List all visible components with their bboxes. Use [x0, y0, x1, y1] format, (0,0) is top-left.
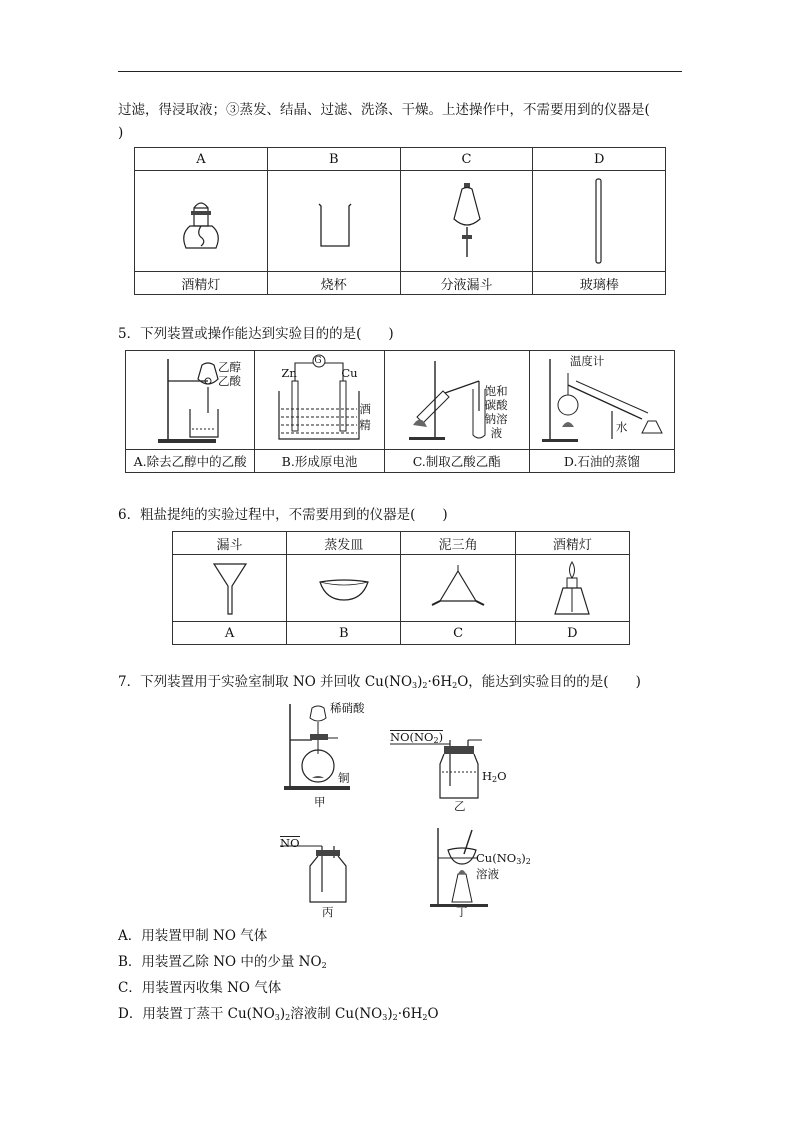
q4-name-c: 分液漏斗 — [400, 272, 533, 295]
q6-figure-alcohol-lamp — [515, 555, 629, 622]
q4-header-b: B — [267, 148, 400, 171]
q5-caption-a: A.除去乙醇中的乙酸 — [126, 450, 255, 473]
q6-instrument-table — [172, 531, 630, 645]
q5-figure-a — [126, 351, 255, 450]
q7-option-c: C．用装置丙收集 NO 气体 — [118, 980, 282, 996]
q4-figure-separatory-funnel — [400, 171, 533, 272]
q6-letter-d: D — [515, 622, 629, 645]
q4-header-c: C — [400, 148, 533, 171]
q7-jia-acid-label: 稀硝酸 — [330, 701, 365, 715]
q4-header-a: A — [135, 148, 268, 171]
q5-caption-b: B.形成原电池 — [255, 450, 384, 473]
q7-option-a: A．用装置甲制 NO 气体 — [118, 928, 268, 944]
q5-figure-b — [255, 351, 384, 450]
q5-a-label-ethanol: 乙醇 — [218, 360, 241, 374]
q7-apparatus-yi — [390, 730, 520, 816]
q4-name-d: 玻璃棒 — [533, 272, 666, 295]
q6-name-alcohol-lamp: 酒精灯 — [515, 532, 629, 555]
intro-line-2: ) — [118, 125, 124, 141]
q5-d-thermometer: 温度计 — [569, 354, 605, 368]
q7-stem: 7．下列装置用于实验室制取 NO 并回收 $Cu(NO_3)_2\cdot 6H_2O$，能达到实验目的的是( ) — [118, 674, 641, 690]
q7-bing-gas-label: NO — [280, 836, 300, 850]
beaker-icon — [309, 186, 359, 256]
separatory-funnel-icon — [442, 181, 492, 261]
glass-rod-icon — [584, 176, 614, 266]
funnel-icon — [210, 558, 250, 618]
q5-b-liquid-2: 精 — [359, 418, 371, 432]
q6-letter-a: A — [173, 622, 287, 645]
q5-caption-d: D.石油的蒸馏 — [529, 450, 674, 473]
q7-ding-name: 丁 — [456, 905, 468, 919]
q4-figure-glass-rod — [533, 171, 666, 272]
q5-b-galvanometer: G — [314, 356, 322, 366]
q7-option-d: D．用装置丁蒸干 $Cu(NO_3)_2$溶液制 $Cu(NO_3)_2\cdot 6H_2O$ — [118, 1006, 439, 1022]
q5-d-water: 水 — [615, 420, 628, 434]
q7-yi-water-label: $H_2O$ — [482, 769, 507, 784]
q5-figure-d — [529, 351, 674, 450]
alcohol-lamp-icon-2 — [547, 558, 597, 618]
q5-c-label-2: 碳酸 — [484, 398, 508, 412]
header-rule — [118, 71, 682, 72]
q7-apparatus-ding — [428, 824, 558, 924]
q7-option-b: B．用装置乙除 NO 中的少量 $NO_2$ — [118, 954, 327, 970]
clay-triangle-icon — [428, 563, 488, 613]
q7-bing-name: 丙 — [322, 905, 334, 919]
q7-jia-copper-label: 铜 — [338, 771, 350, 785]
q6-name-funnel: 漏斗 — [173, 532, 287, 555]
q7-apparatus-jia — [280, 700, 390, 810]
q4-name-b: 烧杯 — [267, 272, 400, 295]
q7-ding-solution-label-1: $Cu(NO_3)_2$ — [476, 851, 531, 866]
q5-caption-c: C.制取乙酸乙酯 — [384, 450, 529, 473]
q7-ding-solution-label-2: 溶液 — [476, 867, 499, 881]
alcohol-lamp-icon — [176, 186, 226, 256]
q6-letter-b: B — [287, 622, 401, 645]
q6-name-evaporating-dish: 蒸发皿 — [287, 532, 401, 555]
q5-c-label-1: 饱和 — [484, 384, 508, 398]
q6-stem: 6．粗盐提纯的实验过程中，不需要用到的仪器是( ) — [118, 507, 448, 523]
q5-apparatus-table — [125, 350, 675, 473]
q7-yi-name: 乙 — [454, 799, 466, 813]
q5-b-liquid-1: 酒 — [359, 402, 371, 416]
q5-b-zn: Zn — [281, 366, 297, 380]
q6-figure-funnel — [173, 555, 287, 622]
intro-line-1: 过滤，得浸取液；③蒸发、结晶、过滤、洗涤、干燥。上述操作中，不需要用到的仪器是( — [118, 102, 650, 118]
q4-name-a: 酒精灯 — [135, 272, 268, 295]
q5-stem: 5．下列装置或操作能达到实验目的的是( ) — [118, 326, 394, 342]
q4-figure-beaker — [267, 171, 400, 272]
q4-header-d: D — [533, 148, 666, 171]
evaporating-dish-icon — [314, 568, 374, 608]
q5-b-cu: Cu — [341, 366, 358, 380]
q6-letter-c: C — [401, 622, 515, 645]
q6-name-clay-triangle: 泥三角 — [401, 532, 515, 555]
q5-a-label-acetic-acid: 乙酸 — [218, 374, 241, 388]
q7-jia-name: 甲 — [314, 795, 326, 809]
q6-figure-clay-triangle — [401, 555, 515, 622]
q4-instrument-table — [134, 147, 666, 295]
q5-c-label-3: 钠溶 — [484, 412, 508, 426]
q6-figure-evaporating-dish — [287, 555, 401, 622]
q4-figure-alcohol-lamp — [135, 171, 268, 272]
q5-figure-c — [384, 351, 529, 450]
q7-apparatus-bing — [280, 836, 390, 922]
q5-c-label-4: 液 — [490, 426, 503, 440]
q7-yi-gas-label: $NO(NO_2)$ — [390, 730, 444, 745]
